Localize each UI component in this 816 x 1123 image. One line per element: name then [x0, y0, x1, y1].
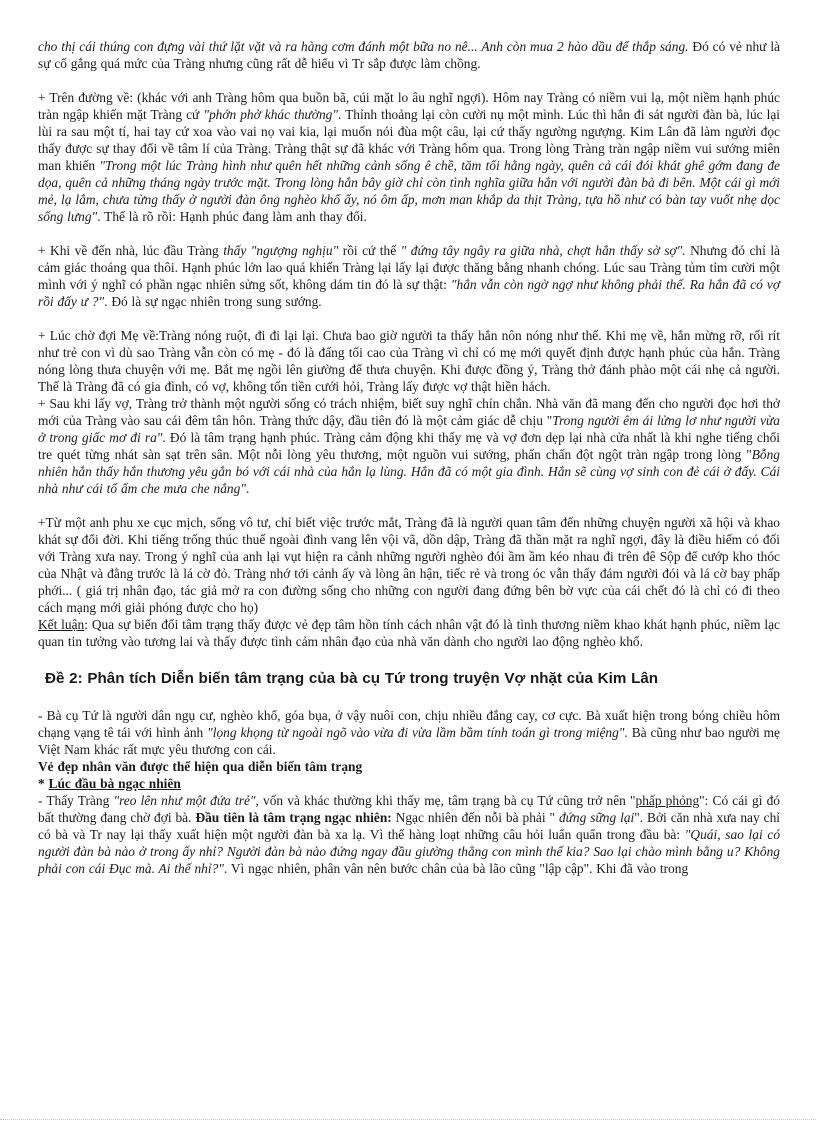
quote-text: "Quái, sao lại có người đàn bà nào ở trong ấy nhỉ? Người đàn bà nào đứng ngay đầu giường thằng con mình thế kia? Sao lại chào mình bằng u? Không phải con cái Đục mà. Ai thế nhỉ?" [38, 827, 781, 876]
bold-line: Vẻ đẹp nhân văn được thể hiện qua diễn biến tâm trạng [38, 759, 363, 774]
paragraph-on-the-way: + Trên đường về: (khác với anh Tràng hôm qua buồn bã, cúi mặt lo âu nghĩ ngợi). Hôm nay Tràng có niềm vui lạ, một niềm hạnh phúc tràn ngập khiến mặt Tràng cứ "phớn phở khác thường". Thỉnh thoảng lại còn cười nụ một mình. Lúc thì hắn đi sát người đàn bà, lúc lại lùi ra sau một tí, hai tay cứ xoa vào vai nọ vai kia, lại muốn nói đùa một câu, lại cứ thấy ngường ngượng. Kim Lân đã làm người đọc thấy được sự thay đổi về tâm lí của Tràng. Tràng thật sự đã khác với Tràng hôm qua. Trong lòng Tràng tràn ngập niềm vui sướng miên man khiến "Trong một lúc Tràng hình như quên hết những cảnh sống ê chề, tăm tối hằng ngày, quên cả cái đói khát ghê gớm đang đe dọa, quên cả những tháng ngày trước mặt. Trong lòng hắn bây giờ chỉ còn tình nghĩa giữa hắn với người đàn bà đi bên. Một cái gì mới mẻ, lạ lắm, chưa từng thấy ở người đàn ông nghèo khổ ấy, nó ôm ấp, mơn man khắp da thịt Tràng, tựa hồ như có bàn tay vuốt nhẹ dọc sống lưng". Thế là rõ rồi: Hạnh phúc đang làm anh thay đổi. [38, 90, 781, 224]
quote-text: "reo lên như một đứa trẻ" [113, 793, 256, 808]
quote-text: "hắn vẫn còn ngờ ngợ như không phải thế. Ra hắn đã có vợ rồi đấy ư ?" [38, 277, 780, 309]
quote-text: "Trong một lúc Tràng hình như quên hết những cảnh sống ê chề, tăm tối hằng ngày, quên cả cái đói khát ghê gớm đang đe dọa, quên cả những tháng ngày trước mặt. Trong lòng hắn bây giờ chỉ còn tình nghĩa giữa hắn với người đàn bà đi bên. Một cái gì mới mẻ, lạ lắm, chưa từng thấy ở người đàn ông nghèo khổ ấy, nó ôm ấp, mơn man khắp da thịt Tràng, tựa hồ như có bàn tay vuốt nhẹ dọc sống lưng" [38, 158, 780, 224]
paragraph-at-home: + Khi về đến nhà, lúc đầu Tràng thấy "ngượng nghịu" rồi cứ thế " đứng tây ngây ra giữa nhà, chợt hắn thấy sờ sợ". Nhưng đó chỉ là cảm giác thoáng qua thôi. Hạnh phúc lớn lao quá khiến Tràng lại lấy lại được thăng bằng nhanh chóng. Lúc sau Tràng tủm tỉm cười một mình với ý nghĩ có phần ngạc nhiên sửng sốt, không dám tin đó là sự thật: "hắn vẫn còn ngờ ngợ như không phải thế. Ra hắn đã có vợ rồi đấy ư ?". Đó là sự ngạc nhiên trong sung sướng. [38, 243, 781, 309]
paragraph-change: +Từ một anh phu xe cục mịch, sống vô tư, chỉ biết việc trước mắt, Tràng đã là người quan tâm đến những chuyện người xã hội và khao khát sự đổi đời. Khi tiếng trống thúc thuế ngoài đình vang lên vội vã, dồn dập, Tràng đã thần mặt ra nghĩ ngợi, đây là điều hiếm có đối với Tràng xưa nay. Trong ý nghĩ của anh lại vụt hiện ra cảnh những người nghèo đói ầm ầm kéo nhau đi trên đê Sộp để cướp kho thóc của Nhật và đằng trước là lá cờ đỏ. Tràng nhớ tới cảnh ấy và lòng ân hận, tiếc rẻ và trong óc vẫn thấy đám người đói và lá cờ bay phấp phới... ( giá trị nhân đạo, tác giả mở ra con đường sống cho những con người đang đứng bên bờ vực của cái chết đó là chỉ có đi theo cách mạng mới giải phóng được cho họ) [38, 515, 780, 615]
paragraph-after-marriage: + Sau khi lấy vợ, Tràng trở thành một người sống có trách nhiệm, biết suy nghĩ chín chắn. Nhà văn đã mang đến cho người đọc hơi thở mới của Tràng vào sau cái đêm tân hôn. Tràng thức dậy, đầu tiên đó là một cảm giác dễ chịu "Trong người êm ái lửng lơ như người vừa ở trong giấc mơ đi ra". Đó là tâm trạng hạnh phúc. Tràng cảm động khi thấy mẹ và vợ đơn dẹp lại nhà cửa nhất là khi nghe tiếng chổi tre quét từng nhát sàn sạt trên sân. Một nỗi lòng yêu thương, một nguồn vui sướng, phấn chấn đột ngột tràn ngập trong lòng "Bỗng nhiên hắn thấy hắn thương yêu gắn bó với cái nhà của hắn lạ lùng. Hắn đã có một gia đình. Hắn sẽ cùng vợ sinh con đẻ cái ở đấy. Cái nhà như cái tổ ấm che mưa che nắng". [38, 396, 781, 496]
paragraph-intro: cho thị cái thúng con đựng vài thứ lặt vặt và ra hàng cơm đánh một bữa no nê... Anh còn mua 2 hào dầu để thắp sáng. Đó có vẻ như là sự cố gắng quá mức của Tràng nhưng cũng rất dễ hiểu vì Tr sắp được làm chồng. [38, 39, 780, 71]
paragraph-waiting-mother: + Lúc chờ đợi Mẹ về:Tràng nóng ruột, đi đi lại lại. Chưa bao giờ người ta thấy hắn nôn nóng như thế. Khi mẹ về, hắn mừng rỡ, rối rít như trẻ con vì dù sao Tràng vẫn còn có mẹ - đó là đấng tối cao của Tràng vì chỉ có mẹ mới quyết định được hạnh phúc của hắn. Tràng nóng lòng thưa chuyện với mẹ. Bắt mẹ ngồi lên giường để thưa chuyện. Khi được đồng ý, Tràng thở đánh phào một cái nhẹ cả người. Thế là Tràng đã có gia đình, có vợ, không tốn tiền cưới hỏi, Tràng lấy được vợ thật hiền hách. [38, 328, 780, 394]
paragraph-gap [38, 72, 780, 89]
quote-text: Bỗng nhiên hắn thấy hắn thương yêu gắn bó với cái nhà của hắn lạ lùng. Hắn đã có một gia đình. Hắn sẽ cùng vợ sinh con đẻ cái ở đấy. Cái nhà như cái tổ ấm che mưa che nắng" [38, 447, 780, 496]
paragraph-gap [38, 497, 780, 514]
quote-text: đứng sững lại [558, 810, 635, 825]
paragraph-gap [38, 225, 780, 242]
sub-heading: * Lúc đầu bà ngạc nhiên [38, 776, 181, 791]
paragraph-conclusion: Kết luận: Qua sự biến đổi tâm trạng thấy được vẻ đẹp tâm hồn tính cách nhân vật đó là tình thương niềm khao khát hạnh phúc, niềm lạc quan tin tưởng vào tương lai và thấy được tình cảm nhân đạo của nhà văn dành cho người lao động nghèo khổ. [38, 617, 780, 649]
quote-text: thấy "ngượng nghịu" [223, 243, 339, 258]
paragraph-surprise: - Thấy Tràng "reo lên như một đứa trẻ", vốn và khác thường khi thấy mẹ, tâm trạng bà cụ Tứ cũng trở nên "phấp phỏng": Có cái gì đó bất thường đang chờ đợi bà. Đầu tiên là tâm trạng ngạc nhiên: Ngạc nhiên đến nỗi bà phải " đứng sững lại". Bởi căn nhà xưa nay chỉ có bà và Tr nay lại thấy xuất hiện một người đàn bà xa lạ. Vì thế hàng loạt những câu hỏi luẩn quẩn trong đầu bà: "Quái, sao lại có người đàn bà nào ở trong ấy nhỉ? Người đàn bà nào đứng ngay đầu giường thằng con mình thế kia? Sao lại chào mình bằng u? Không phải con cái Đục mà. Ai thế nhỉ?". Vì ngạc nhiên, phân vân nên bước chân của bà lão cũng "lập cập". Khi đã vào trong [38, 793, 781, 876]
page-bottom-divider [0, 1119, 816, 1120]
paragraph-ba-cu-tu-intro: - Bà cụ Tứ là người dân ngụ cư, nghèo khổ, góa bụa, ở vậy nuôi con, chịu nhiều đắng cay, cơ cực. Bà xuất hiện trong bóng chiều hôm chạng vạng tê tái với hình ảnh "lọng khọng từ ngoài ngõ vào vừa đi vừa lầm bầm tính toán gì trong miệng". Bà cũng như bao người mẹ Việt Nam khác rất mực yêu thương con cái. [38, 708, 780, 757]
document-page [38, 38, 780, 877]
section-heading: Đề 2: Phân tích Diễn biến tâm trạng của bà cụ Tứ trong truyện Vợ nhặt của Kim Lân [45, 669, 659, 687]
quote-text: Trong người êm ái lửng lơ như người vừa ở trong giấc mơ đi ra" [38, 413, 781, 445]
conclusion-label: Kết luận [38, 617, 85, 632]
quote-text: "phớn phở khác thường" [203, 107, 338, 122]
quote-text: cho thị cái thúng con đựng vài thứ lặt vặt và ra hàng cơm đánh một bữa no nê... Anh còn mua 2 hào dầu để thắp sáng. [38, 39, 689, 54]
section-heading-container [38, 650, 780, 707]
quote-text: "lọng khọng từ ngoài ngõ vào vừa đi vừa lầm bầm tính toán gì trong miệng" [207, 725, 625, 740]
paragraph-gap [38, 310, 780, 327]
quote-text: " đứng tây ngây ra giữa nhà, chợt hắn thấy sờ sợ". [400, 243, 686, 258]
